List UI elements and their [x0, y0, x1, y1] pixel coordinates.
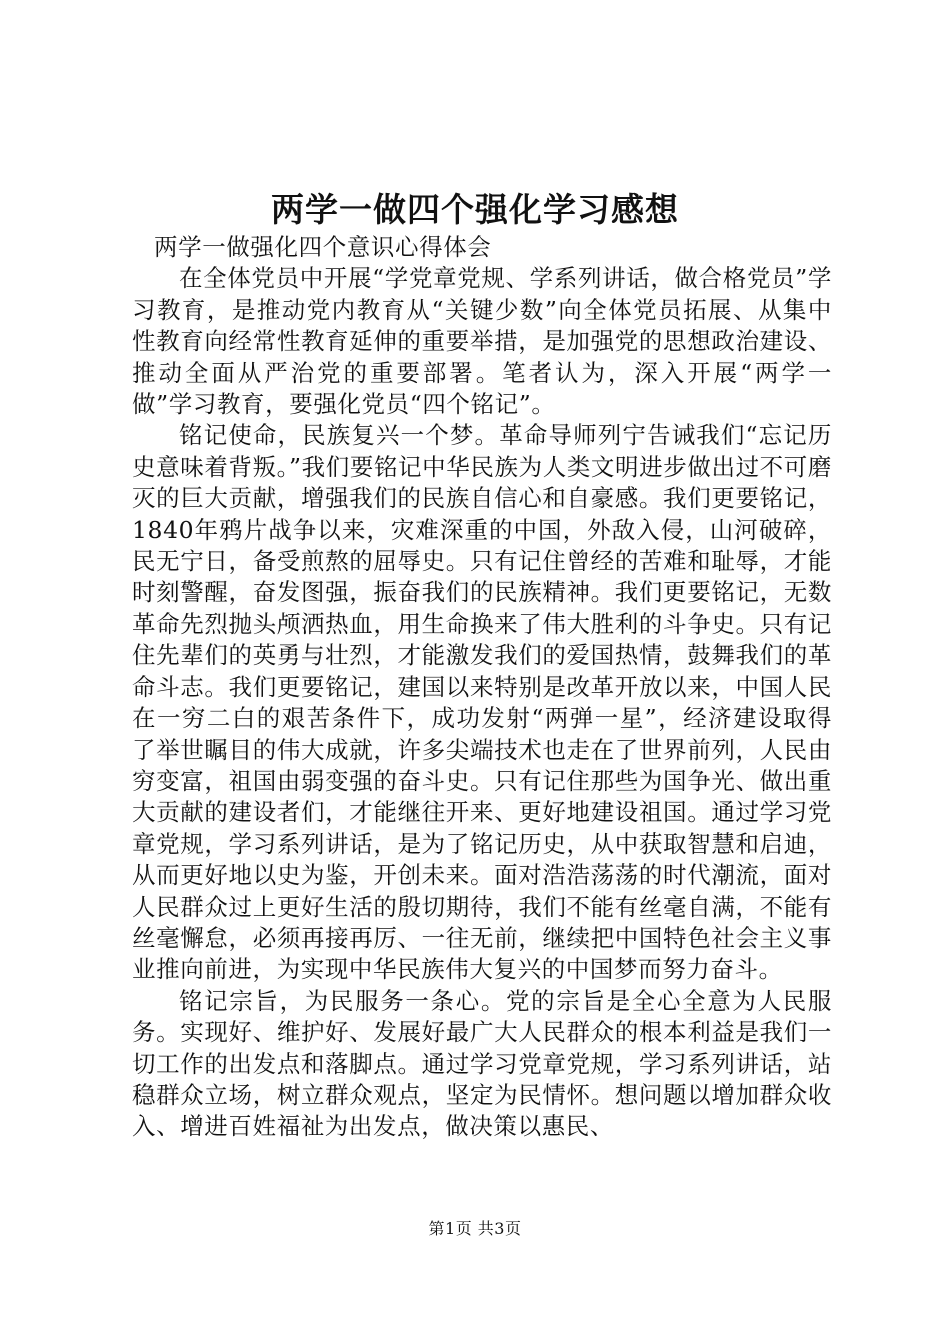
document-subtitle: 两学一做强化四个意识心得体会 [154, 233, 492, 261]
document-body [132, 232, 832, 1143]
paragraph-purpose: 铭记宗旨，为民服务一条心。党的宗旨是全心全意为人民服务。实现好、维护好、发展好最广大人民群众的根本利益是我们一切工作的出发点和落脚点。通过学习党章党规，学习系列讲话，站稳群众立场，树立群众观点，坚定为民情怀。想问题以增加群众收入、增进百姓福祉为出发点，做决策以惠民、 [132, 986, 832, 1141]
page-title: 两学一做四个强化学习感想 [271, 190, 679, 229]
paragraph-mission: 铭记使命，民族复兴一个梦。革命导师列宁告诫我们“忘记历史意味着背叛。”我们要铭记中华民族为人类文明进步做出过不可磨灭的巨大贡献，增强我们的民族自信心和自豪感。我们更要铭记，1840年鸦片战争以来，灾难深重的中国，外敌入侵，山河破碎，民无宁日，备受煎熬的屈辱史。只有记住曾经的苦难和耻辱，才能时刻警醒，奋发图强，振奋我们的民族精神。我们更要铭记，无数革命先烈抛头颅洒热血，用生命换来了伟大胜利的斗争史。只有记住先辈们的英勇与壮烈，才能激发我们的爱国热情，鼓舞我们的革命斗志。我们更要铭记，建国以来特别是改革开放以来，中国人民在一穷二白的艰苦条件下，成功发射“两弹一星”，经济建设取得了举世瞩目的伟大成就，许多尖端技术也走在了世界前列，人民由穷变富，祖国由弱变强的奋斗史。只有记住那些为国争光、做出重大贡献的建设者们，才能继往开来、更好地建设祖国。通过学习党章党规，学习系列讲话，是为了铭记历史，从中获取智慧和启迪，从而更好地以史为鉴，开创未来。面对浩浩荡荡的时代潮流，面对人民群众过上更好生活的殷切期待，我们不能有丝毫自满，不能有丝毫懈怠，必须再接再厉、一往无前，继续把中国特色社会主义事业推向前进，为实现中华民族伟大复兴的中国梦而努力奋斗。 [132, 421, 832, 984]
page-number: 第1页 共3页 [428, 1219, 522, 1238]
paragraph-intro: 在全体党员中开展“学党章党规、学系列讲话，做合格党员”学习教育，是推动党内教育从“关键少数”向全体党员拓展、从集中性教育向经常性教育延伸的重要举措，是加强党的思想政治建设、推动全面从严治党的重要部署。笔者认为，深入开展“两学一做”学习教育，要强化党员“四个铭记”。 [132, 264, 832, 419]
